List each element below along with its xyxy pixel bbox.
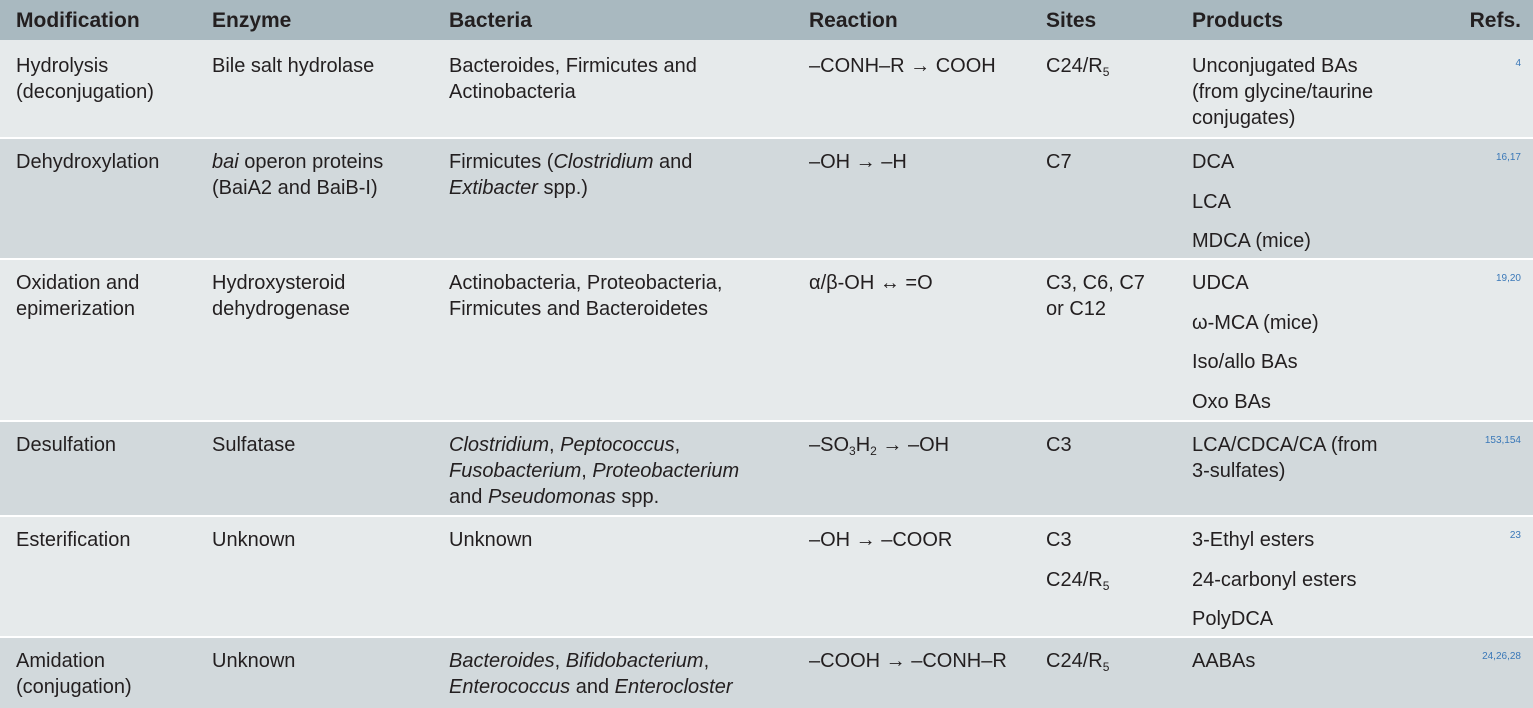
cell-text: LCA/CDCA/CA (from — [1192, 434, 1378, 456]
products-cell — [1192, 432, 1378, 484]
table-row — [0, 422, 1533, 515]
header-reaction: Reaction — [809, 9, 898, 32]
sites-cell — [1046, 527, 1109, 606]
cell-text: (from glycine/taurine — [1192, 81, 1374, 103]
refs-cell[interactable]: 23 — [1509, 530, 1521, 541]
sites-cell — [1046, 53, 1109, 79]
header-bacteria: Bacteria — [449, 9, 532, 32]
cell-text: Bile salt hydrolase — [212, 55, 375, 77]
cell-text: Dehydroxylation — [16, 151, 160, 173]
cell-text: Oxidation and — [16, 272, 140, 294]
enzyme-cell — [212, 527, 295, 553]
cell-text: Unknown — [212, 529, 296, 551]
cell-text: Fusobacterium, Proteobacterium — [449, 460, 740, 482]
header-sites: Sites — [1046, 9, 1097, 32]
table-row — [0, 40, 1533, 138]
cell-text: Amidation — [16, 650, 105, 672]
header-products: Products — [1192, 9, 1284, 32]
header-refs: Refs. — [1469, 9, 1521, 32]
cell-text: or C12 — [1046, 298, 1107, 320]
cell-text: (conjugation) — [16, 676, 132, 698]
cell-text: α/β-OH ↔ =O — [809, 272, 933, 294]
cell-text: Enterococcus and Enterocloster — [449, 676, 733, 698]
cell-text: bai operon proteins — [212, 151, 384, 173]
cell-text: dehydrogenase — [212, 298, 350, 320]
bacteria-cell — [449, 527, 532, 553]
enzyme-cell — [212, 648, 295, 674]
bacteria-cell — [449, 432, 739, 510]
cell-text: Actinobacteria — [449, 81, 576, 103]
reaction-cell — [809, 432, 949, 458]
cell-text: UDCA — [1192, 272, 1249, 294]
cell-text: $C24/R_5$ — [1046, 650, 1110, 674]
cell-text: 3-Ethyl esters — [1192, 529, 1315, 551]
bacteria-cell — [449, 270, 723, 322]
modification-cell — [16, 53, 154, 105]
table-row — [0, 638, 1533, 708]
cell-text: Unknown — [212, 650, 296, 672]
cell-text: Actinobacteria, Proteobacteria, — [449, 272, 723, 294]
sites-cell — [1046, 270, 1145, 322]
sites-cell — [1046, 432, 1072, 458]
cell-text: and Pseudomonas spp. — [449, 486, 660, 508]
cell-text: Desulfation — [16, 434, 117, 456]
bacteria-cell — [449, 648, 733, 700]
cell-text: C3, C6, C7 — [1046, 272, 1145, 294]
cell-text: Oxo BAs — [1192, 390, 1271, 413]
cell-text: $C24/R_5$ — [1046, 568, 1110, 593]
cell-text: conjugates) — [1192, 107, 1296, 129]
cell-text: 3-sulfates) — [1192, 460, 1286, 482]
enzyme-cell — [212, 432, 295, 458]
cell-text: Unknown — [449, 529, 533, 551]
cell-text: –CONH–R → COOH — [809, 55, 996, 77]
cell-text: Extibacter spp.) — [449, 177, 588, 199]
refs-cell[interactable]: 19,20 — [1495, 273, 1521, 284]
cell-text: C7 — [1046, 151, 1072, 173]
products-cell — [1192, 270, 1319, 428]
cell-text: Firmicutes (Clostridium and — [449, 151, 693, 173]
cell-text: C3 — [1046, 434, 1072, 456]
reaction-cell — [809, 149, 907, 175]
sites-cell — [1046, 648, 1109, 674]
table-row — [0, 139, 1533, 258]
modification-cell — [16, 432, 116, 458]
products-cell — [1192, 648, 1255, 674]
enzyme-cell — [212, 149, 383, 201]
cell-text: epimerization — [16, 298, 135, 320]
modification-cell — [16, 149, 159, 175]
cell-text: Bacteroides, Bifidobacterium, — [449, 650, 710, 672]
table-header-row — [0, 0, 1533, 40]
cell-text: LCA — [1192, 190, 1231, 213]
cell-text: Hydrolysis — [16, 55, 109, 77]
cell-text: AABAs — [1192, 650, 1256, 672]
cell-text: Firmicutes and Bacteroidetes — [449, 298, 709, 320]
cell-text: Unconjugated BAs — [1192, 55, 1358, 77]
cell-text: Sulfatase — [212, 434, 296, 456]
cell-text: PolyDCA — [1192, 608, 1274, 630]
modification-cell — [16, 270, 139, 322]
header-enzyme: Enzyme — [212, 9, 292, 32]
reaction-cell — [809, 270, 933, 296]
bacteria-cell — [449, 53, 697, 105]
cell-text: Esterification — [16, 529, 131, 551]
cell-text: (deconjugation) — [16, 81, 154, 103]
cell-text: –COOH → –CONH–R — [809, 650, 1007, 672]
products-cell — [1192, 53, 1373, 131]
cell-text: C3 — [1046, 529, 1072, 551]
refs-cell[interactable]: 153,154 — [1484, 435, 1521, 446]
cell-text: Iso/allo BAs — [1192, 351, 1298, 373]
cell-text: $C24/R_5$ — [1046, 55, 1110, 79]
cell-text: MDCA (mice) — [1192, 230, 1311, 252]
modification-cell — [16, 527, 131, 553]
refs-cell[interactable]: 16,17 — [1495, 152, 1521, 163]
products-cell — [1192, 527, 1357, 646]
cell-text: Clostridium, Peptococcus, — [449, 434, 681, 456]
refs-cell[interactable]: 24,26,28 — [1482, 651, 1521, 662]
cell-text: (BaiA2 and BaiB-I) — [212, 177, 378, 199]
products-cell — [1192, 149, 1311, 268]
table-row — [0, 517, 1533, 636]
bacteria-cell — [449, 149, 692, 201]
cell-text: 24-carbonyl esters — [1192, 568, 1357, 591]
cell-text: Bacteroides, Firmicutes and — [449, 55, 697, 77]
header-modification: Modification — [16, 9, 140, 32]
reaction-cell — [809, 53, 996, 79]
cell-text: DCA — [1192, 151, 1235, 173]
reaction-cell — [809, 648, 1007, 674]
cell-text: –OH → –H — [809, 151, 907, 173]
modification-cell — [16, 648, 132, 700]
cell-text: ω-MCA (mice) — [1192, 311, 1319, 334]
cell-text: Hydroxysteroid — [212, 272, 346, 294]
cell-text: –OH → –COOR — [809, 529, 953, 551]
enzyme-cell — [212, 53, 374, 79]
cell-text: $-SO_3H_2 \to -OH$ — [809, 434, 950, 458]
table-row — [0, 260, 1533, 420]
enzyme-cell — [212, 270, 350, 322]
reaction-cell — [809, 527, 952, 553]
refs-cell[interactable]: 4 — [1515, 58, 1521, 69]
sites-cell — [1046, 149, 1072, 175]
